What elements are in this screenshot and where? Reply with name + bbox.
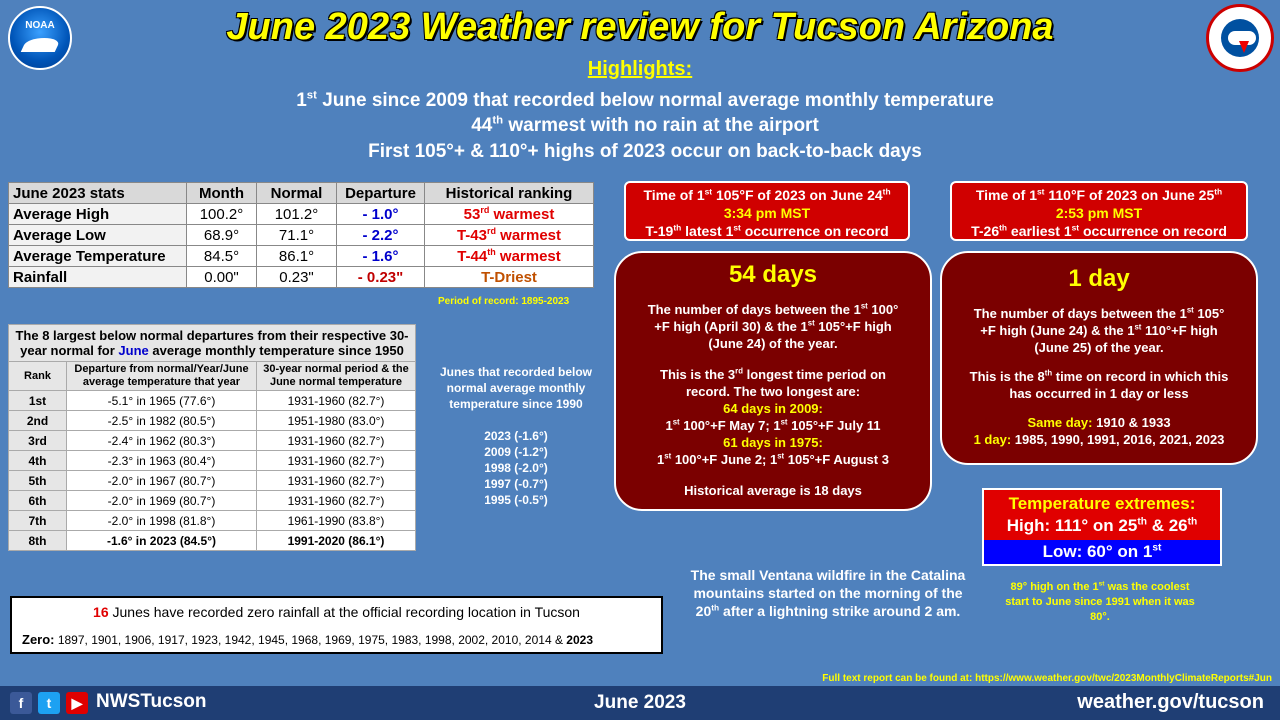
day-1-headline: 1 day	[1068, 265, 1130, 292]
youtube-icon[interactable]: ▶	[66, 692, 88, 714]
first-110-box: Time of 1st 110°F of 2023 on June 25th 2:53 pm MST T-26th earliest 1st occurrence on record	[950, 181, 1248, 241]
highlight-line-3: First 105°+ & 110°+ highs of 2023 occur on back-to-back days	[368, 141, 922, 162]
table-row: Average Low 68.9° 71.1° - 2.2° T-43rd warmest	[9, 225, 594, 246]
social-handle: NWSTucson	[96, 691, 207, 712]
list-item: 1998 (-2.0°)	[484, 461, 548, 475]
facebook-icon[interactable]: f	[10, 692, 32, 714]
junes-below-normal	[436, 364, 596, 508]
list-item: 1995 (-0.5°)	[484, 493, 548, 507]
table-row: Average High 100.2° 101.2° - 1.0° 53rd warmest	[9, 204, 594, 225]
junes-heading: Junes that recorded below normal average monthly temperature since 1990	[439, 365, 593, 411]
days-54-headline: 54 days	[728, 261, 818, 288]
noaa-bird-icon	[21, 38, 62, 52]
highlight-line-1: 1st June since 2009 that recorded below normal average monthly temperature	[296, 89, 994, 111]
departures-table	[8, 324, 416, 551]
day-1-box: 1 day The number of days between the 1st 105°+F high (June 24) & the 1st 110°+F high (June 25) of the year. This is the 8th time on record in which this has occurred in 1 day or less Same day: 1910 & 1933 1 day: 1985, 1990, 1991, 2016, 2021, 2023	[940, 251, 1258, 465]
coolest-start-note: 89° high on the 1st was the coolest start to June since 1991 when it was 80°.	[1005, 580, 1195, 623]
table-header-row: Rank Departure from normal/Year/June average temperature that year 30-year normal period & the June normal temperature	[9, 362, 416, 391]
noaa-logo-text: NOAA	[25, 20, 55, 31]
zero-rainfall-box: 16 Junes have recorded zero rainfall at the official recording location in Tucson Zero: 1897, 1901, 1906, 1917, 1923, 1942, 1945, 1968, 1969, 1975, 1983, 1998, 2002, 2010, 2014 & 2023	[10, 596, 663, 654]
lightning-icon	[1239, 41, 1249, 53]
list-item: 2009 (-1.2°)	[484, 445, 548, 459]
june-stats-table	[8, 182, 594, 288]
table-row: 3rd -2.4° in 1962 (80.3°) 1931-1960 (82.7°)	[9, 431, 416, 451]
table-row: Average Temperature 84.5° 86.1° - 1.6° T-44th warmest	[9, 246, 594, 267]
footer-bar	[0, 686, 1280, 720]
twitter-icon[interactable]: t	[38, 692, 60, 714]
table-row: 5th -2.0° in 1967 (80.7°) 1931-1960 (82.7°)	[9, 471, 416, 491]
days-54-box: 54 days The number of days between the 1st 100°+F high (April 30) & the 1st 105°+F high (June 24) of the year. This is the 3rd longest time period on record. The two longest are: 64 days in 2009: 1st 100°+F May 7; 1st 105°+F July 11 61 days in 1975: 1st 100°+F June 2; 1st 105°+F August 3 Historical average is 18 days	[614, 251, 932, 511]
page-title: June 2023 Weather review for Tucson Arizona	[226, 6, 1054, 48]
temperature-extremes-box: Temperature extremes: High: 111° on 25th & 26th Low: 60° on 1st	[982, 488, 1222, 566]
table-row: 2nd -2.5° in 1982 (80.5°) 1951-1980 (83.0°)	[9, 411, 416, 431]
table-row: 4th -2.3° in 1963 (80.4°) 1931-1960 (82.7°)	[9, 451, 416, 471]
departures-caption: The 8 largest below normal departures from their respective 30-year normal for June average monthly temperature since 1950	[9, 325, 416, 362]
table-row: 8th -1.6° in 2023 (84.5°) 1991-2020 (86.1°)	[9, 531, 416, 551]
first-105-box: Time of 1st 105°F of 2023 on June 24th 3:34 pm MST T-19th latest 1st occurrence on record	[624, 181, 910, 241]
period-of-record: Period of record: 1895-2023	[438, 296, 570, 307]
full-report-link[interactable]: Full text report can be found at: https://www.weather.gov/twc/2023MonthlyClimateReports#Jun	[822, 673, 1272, 684]
list-item: 1997 (-0.7°)	[484, 477, 548, 491]
table-row: Rainfall 0.00" 0.23" - 0.23" T-Driest	[9, 267, 594, 288]
table-row: 7th -2.0° in 1998 (81.8°) 1961-1990 (83.8°)	[9, 511, 416, 531]
list-item: 2023 (-1.6°)	[484, 429, 548, 443]
ventana-wildfire-note: The small Ventana wildfire in the Catalina mountains started on the morning of the 20th after a lightning strike around 2 am.	[690, 567, 966, 619]
table-header-row: June 2023 stats Month Normal Departure Historical ranking	[9, 183, 594, 204]
highlight-line-2: 44th warmest with no rain at the airport	[471, 114, 819, 136]
highlights-label: Highlights:	[587, 58, 693, 80]
table-row: 6th -2.0° in 1969 (80.7°) 1931-1960 (82.7°)	[9, 491, 416, 511]
footer-website[interactable]: weather.gov/tucson	[1077, 691, 1264, 713]
footer-month: June 2023	[594, 692, 686, 713]
table-row: 1st -5.1° in 1965 (77.6°) 1931-1960 (82.7°)	[9, 391, 416, 411]
